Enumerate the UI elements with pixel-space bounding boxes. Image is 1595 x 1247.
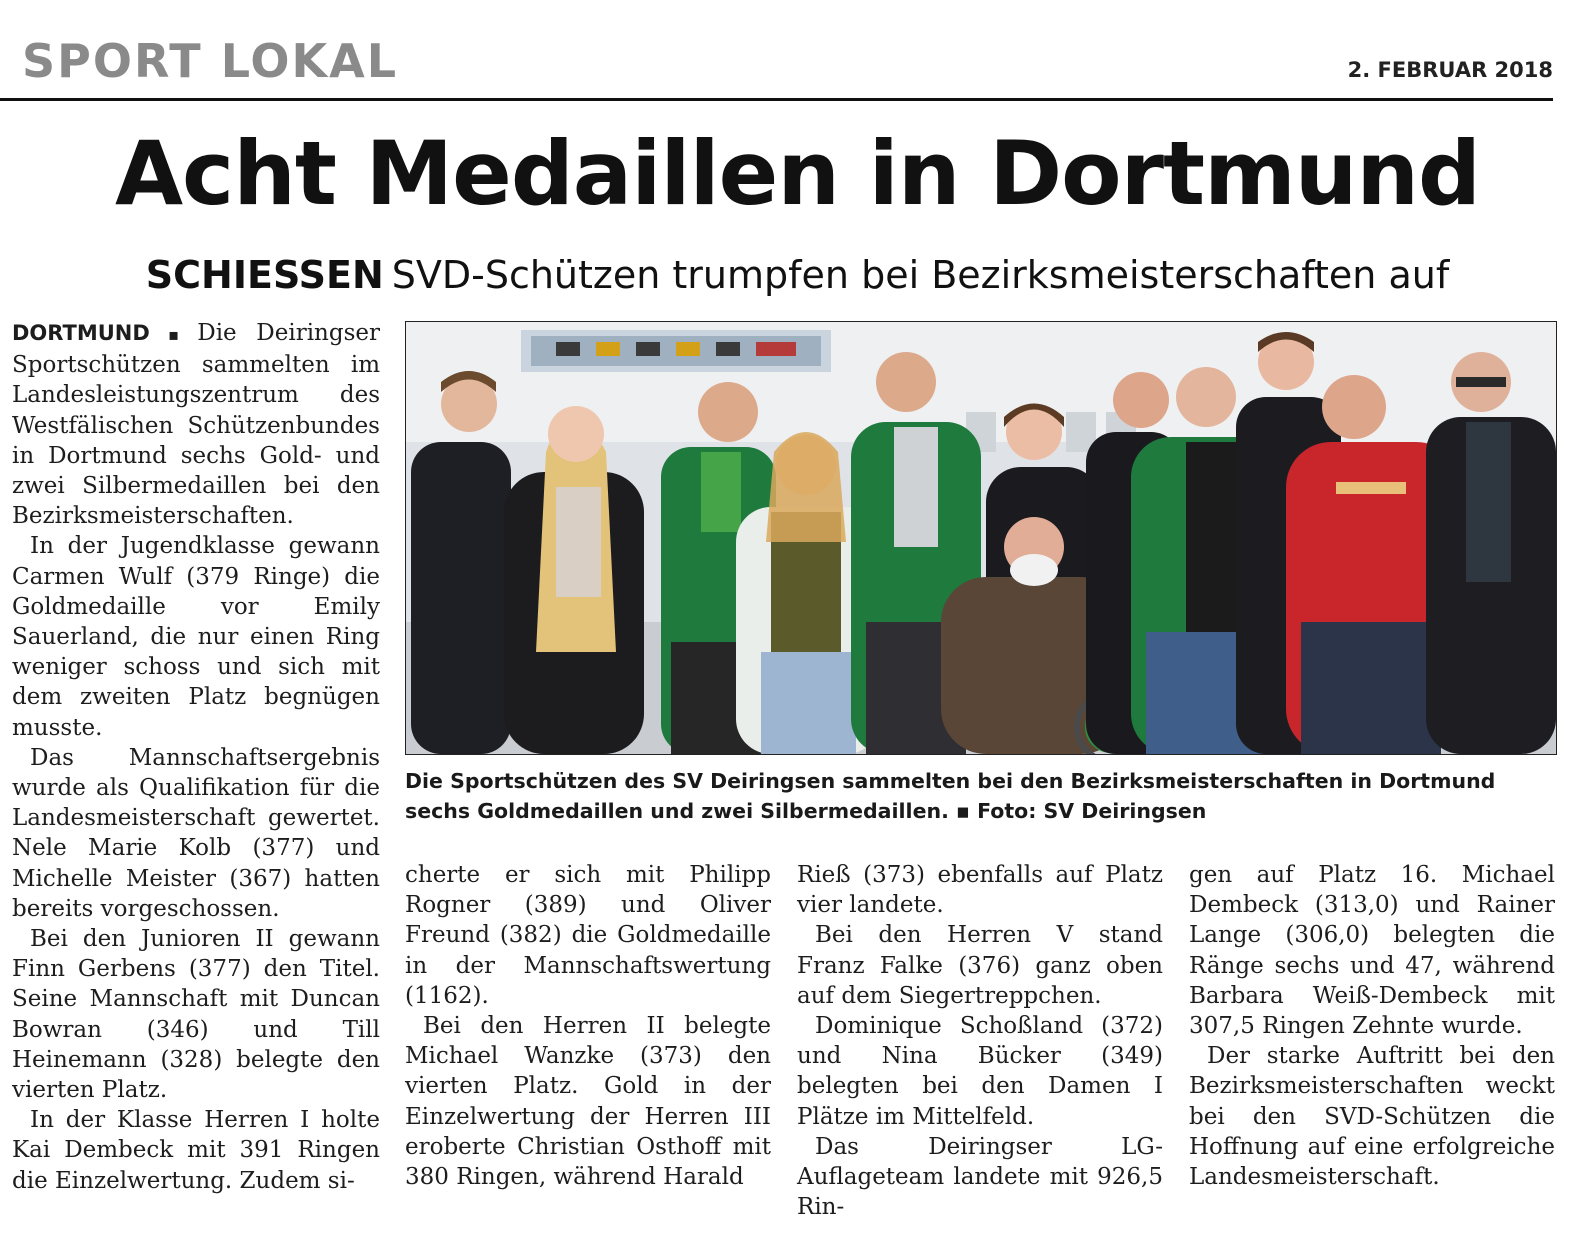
subheadline (0, 255, 1595, 297)
paragraph: Das Mannschaftsergebnis wurde als Qualifikation für die Landesmeisterschaft gewertet. Nele Marie Kolb (377) und Michelle Meister (367) hatten bereits vorgeschossen. (12, 744, 380, 922)
paragraph: Das Deiringser LG-Auflageteam landete mit 926,5 Rin- (797, 1133, 1163, 1221)
kicker: SCHIESSEN (145, 253, 384, 297)
paragraph: Dominique Schoßland (372) und Nina Bücker (349) belegten bei den Damen I Plätze im Mittelfeld. (797, 1013, 1163, 1130)
article-column-1 (12, 318, 380, 1196)
dateline: DORTMUND (12, 321, 150, 345)
paragraph: Bei den Junioren II gewann Finn Gerbens (377) den Titel. Seine Mannschaft mit Duncan Bowran (346) und Till Heinemann (328) belegte den vierten Platz. (12, 926, 380, 1104)
photo-caption (405, 766, 1557, 826)
caption-text: Die Sportschützen des SV Deiringsen sammelten bei den Bezirksmeisterschaften in Dortmund sechs Goldmedaillen und zwei Silbermedaillen. (405, 769, 1496, 823)
paragraph: Der starke Auftritt bei den Bezirksmeisterschaften weckt bei den SVD-Schützen die Hoffnung auf eine erfolgreiche Landesmeisterschaft. (1189, 1043, 1555, 1191)
paragraph: gen auf Platz 16. Michael Dembeck (313,0) und Rainer Lange (306,0) belegten die Ränge sechs und 47, während Barbara Weiß-Dembeck mit 307,5 Ringen Zehnte wurde. (1189, 862, 1555, 1040)
headline: Acht Medaillen in Dortmund (114, 122, 1481, 225)
team-photo (405, 321, 1557, 755)
issue-date: 2. FEBRUAR 2018 (1347, 58, 1553, 82)
paragraph: In der Klasse Herren I holte Kai Dembeck mit 391 Ringen die Einzelwertung. Zudem si- (12, 1107, 380, 1194)
photo-credit: Foto: SV Deiringsen (977, 799, 1207, 823)
dateline-separator: ▪ (155, 325, 192, 344)
article-column-4 (1189, 860, 1555, 1192)
paragraph-text: Die Deiringser Sportschützen sammelten im Landesleistungszentrum des Westfälischen Schützenbundes in Dortmund sechs Gold- und zwei Silbermedaillen bei den Bezirksmeisterschaften. (12, 320, 380, 530)
section-label: SPORT LOKAL (22, 34, 399, 88)
article-column-3 (797, 860, 1163, 1222)
caption-separator: ▪ (956, 799, 970, 823)
subheadline-text: SVD-Schützen trumpfen bei Bezirksmeisterschaften auf (391, 253, 1450, 297)
paragraph: Bei den Herren V stand Franz Falke (376) ganz oben auf dem Siegertreppchen. (797, 922, 1163, 1009)
paragraph: Bei den Herren II belegte Michael Wanzke (373) den vierten Platz. Gold in der Einzelwertung der Herren III eroberte Christian Osthoff mit 380 Ringen, während Harald (405, 1013, 771, 1191)
header-rule (0, 98, 1553, 101)
paragraph: Rieß (373) ebenfalls auf Platz vier landete. (797, 862, 1163, 919)
paragraph: In der Jugendklasse gewann Carmen Wulf (379 Ringe) die Goldmedaille vor Emily Sauerland, die nur einen Ring weniger schoss und sich mit dem zweiten Platz begnügen musste. (12, 533, 380, 741)
team-photo-illustration (406, 322, 1556, 754)
paragraph: cherte er sich mit Philipp Rogner (389) und Oliver Freund (382) die Goldmedaille in der Mannschaftswertung (1162). (405, 862, 771, 1009)
article-column-2 (405, 860, 771, 1192)
paragraph (12, 318, 380, 531)
